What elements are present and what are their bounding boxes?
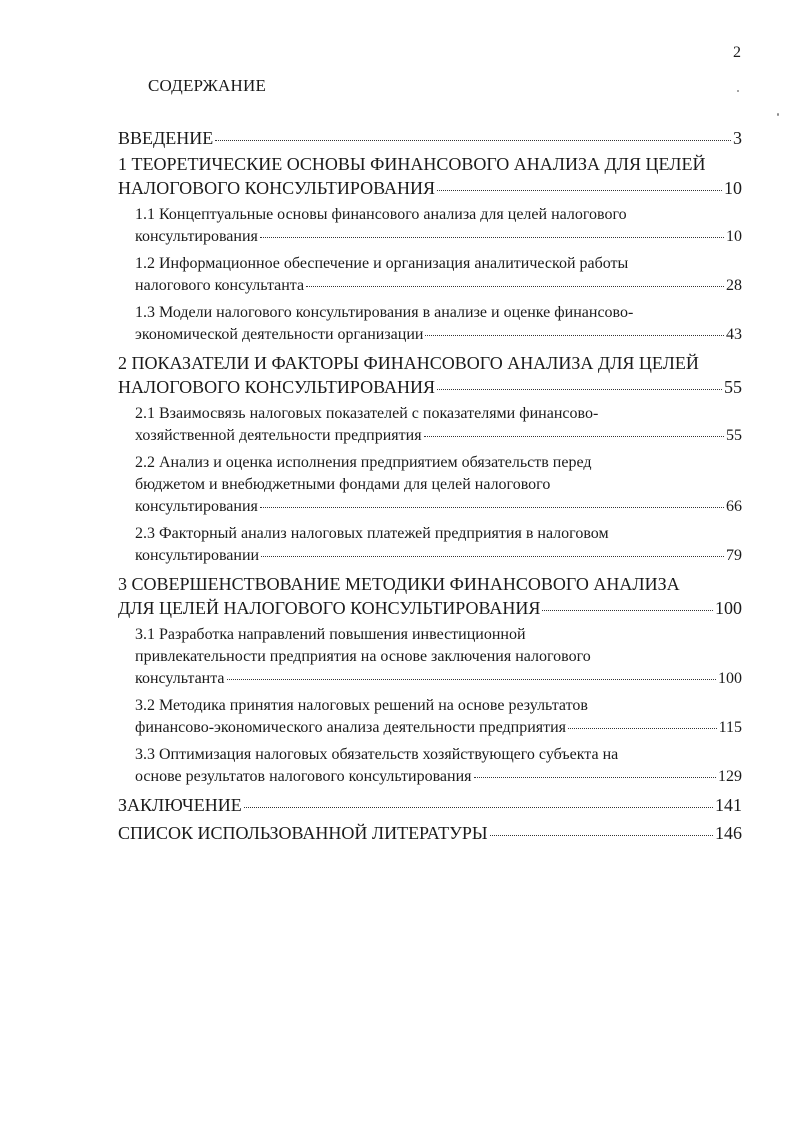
dot-leader bbox=[261, 555, 724, 557]
page-number: 2 bbox=[733, 44, 741, 61]
toc-entry-text: ВВЕДЕНИЕ bbox=[118, 128, 214, 148]
toc-entry-section-2-3[interactable] bbox=[135, 523, 742, 567]
toc-entry-text: НАЛОГОВОГО КОНСУЛЬТИРОВАНИЯ bbox=[118, 377, 435, 397]
toc-entry-text: консультирования bbox=[135, 228, 258, 245]
toc-page-number: 10 bbox=[726, 228, 742, 245]
toc-entry-section-3-1[interactable] bbox=[135, 624, 742, 690]
toc-entry-text: 3.3 Оптимизация налоговых обязательств хозяйствующего субъекта на bbox=[135, 746, 619, 763]
dot-leader bbox=[425, 334, 724, 336]
toc-entry-text: ЗАКЛЮЧЕНИЕ bbox=[118, 795, 242, 815]
toc-entry-section-2-1[interactable] bbox=[135, 403, 742, 447]
dot-leader bbox=[474, 776, 716, 778]
toc-entry-text: 1.2 Информационное обеспечение и организация аналитической работы bbox=[135, 255, 629, 272]
toc-page-number: 79 bbox=[726, 547, 742, 564]
toc-page-number: 3 bbox=[733, 128, 742, 148]
toc-entry-text: консультирования bbox=[135, 498, 258, 515]
toc-entry-text: 2 ПОКАЗАТЕЛИ И ФАКТОРЫ ФИНАНСОВОГО АНАЛИЗА ДЛЯ ЦЕЛЕЙ bbox=[118, 353, 699, 373]
toc-entry-text: 3.2 Методика принятия налоговых решений на основе результатов bbox=[135, 697, 588, 714]
dot-leader bbox=[437, 189, 722, 191]
toc-page-number: 66 bbox=[726, 498, 742, 515]
toc-page-number: 28 bbox=[726, 277, 742, 294]
toc-entry-text: налогового консультанта bbox=[135, 277, 305, 294]
toc-page-number: 10 bbox=[724, 178, 742, 198]
toc-page-number: 100 bbox=[715, 598, 742, 618]
toc-entry-text: 3.1 Разработка направлений повышения инвестиционной bbox=[135, 626, 526, 643]
toc-page-number: 55 bbox=[726, 427, 742, 444]
toc-entry-text: 2.3 Факторный анализ налоговых платежей предприятия в налоговом bbox=[135, 525, 609, 542]
toc-page-number: 129 bbox=[718, 768, 742, 785]
toc-entry-text: 1 ТЕОРЕТИЧЕСКИЕ ОСНОВЫ ФИНАНСОВОГО АНАЛИЗА ДЛЯ ЦЕЛЕЙ bbox=[118, 154, 706, 174]
toc-entry-text: консультировании bbox=[135, 547, 260, 564]
scan-speck-2 bbox=[777, 113, 779, 116]
dot-leader bbox=[244, 806, 713, 808]
toc-entry-text: экономической деятельности организации bbox=[135, 326, 424, 343]
dot-leader bbox=[260, 236, 724, 238]
toc-entry-chapter-2[interactable] bbox=[118, 351, 742, 399]
toc-entry-text: консультанта bbox=[135, 670, 225, 687]
toc-entry-text: финансово-экономического анализа деятельности предприятия bbox=[135, 719, 567, 736]
toc-entry-section-3-2[interactable] bbox=[135, 695, 742, 739]
toc-entry-text: СПИСОК ИСПОЛЬЗОВАННОЙ ЛИТЕРАТУРЫ bbox=[118, 823, 488, 843]
toc-entry-text: хозяйственной деятельности предприятия bbox=[135, 427, 422, 444]
toc-entry-text: бюджетом и внебюджетными фондами для целей налогового bbox=[135, 476, 551, 493]
dot-leader bbox=[260, 506, 724, 508]
scan-speck-1 bbox=[737, 90, 739, 92]
toc-entry-chapter-3[interactable] bbox=[118, 572, 742, 620]
toc-page-number: 141 bbox=[715, 795, 742, 815]
toc-entry-section-2-2[interactable] bbox=[135, 452, 742, 518]
toc-page-number: 43 bbox=[726, 326, 742, 343]
toc-entry-bibliography[interactable] bbox=[118, 821, 742, 845]
toc-entry-section-1-1[interactable] bbox=[135, 204, 742, 248]
dot-leader bbox=[227, 678, 716, 680]
toc-page-number: 100 bbox=[718, 670, 742, 687]
toc-entry-text: привлекательности предприятия на основе заключения налогового bbox=[135, 648, 591, 665]
toc-page-number: 55 bbox=[724, 377, 742, 397]
table-of-contents bbox=[118, 126, 742, 849]
toc-entry-text: 1.1 Концептуальные основы финансового анализа для целей налогового bbox=[135, 206, 627, 223]
toc-entry-introduction[interactable] bbox=[118, 126, 742, 150]
toc-entry-text: НАЛОГОВОГО КОНСУЛЬТИРОВАНИЯ bbox=[118, 178, 435, 198]
toc-entry-text: ДЛЯ ЦЕЛЕЙ НАЛОГОВОГО КОНСУЛЬТИРОВАНИЯ bbox=[118, 598, 541, 618]
toc-entry-text: 2.2 Анализ и оценка исполнения предприятием обязательств перед bbox=[135, 454, 592, 471]
dot-leader bbox=[424, 435, 724, 437]
dot-leader bbox=[306, 285, 724, 287]
toc-title: СОДЕРЖАНИЕ bbox=[148, 76, 267, 95]
toc-entry-text: основе результатов налогового консультирования bbox=[135, 768, 472, 785]
dot-leader bbox=[490, 834, 713, 836]
toc-page-number: 146 bbox=[715, 823, 742, 843]
toc-entry-chapter-1[interactable] bbox=[118, 152, 742, 200]
toc-entry-section-1-3[interactable] bbox=[135, 302, 742, 346]
dot-leader bbox=[437, 388, 722, 390]
toc-entry-text: 1.3 Модели налогового консультирования в анализе и оценке финансово- bbox=[135, 304, 634, 321]
toc-page-number: 115 bbox=[718, 719, 742, 736]
toc-entry-section-3-3[interactable] bbox=[135, 744, 742, 788]
dot-leader bbox=[215, 139, 731, 141]
toc-entry-section-1-2[interactable] bbox=[135, 253, 742, 297]
dot-leader bbox=[542, 609, 713, 611]
toc-entry-text: 2.1 Взаимосвязь налоговых показателей с показателями финансово- bbox=[135, 405, 599, 422]
toc-entry-text: 3 СОВЕРШЕНСТВОВАНИЕ МЕТОДИКИ ФИНАНСОВОГО АНАЛИЗА bbox=[118, 574, 680, 594]
dot-leader bbox=[568, 727, 717, 729]
toc-entry-conclusion[interactable] bbox=[118, 793, 742, 817]
